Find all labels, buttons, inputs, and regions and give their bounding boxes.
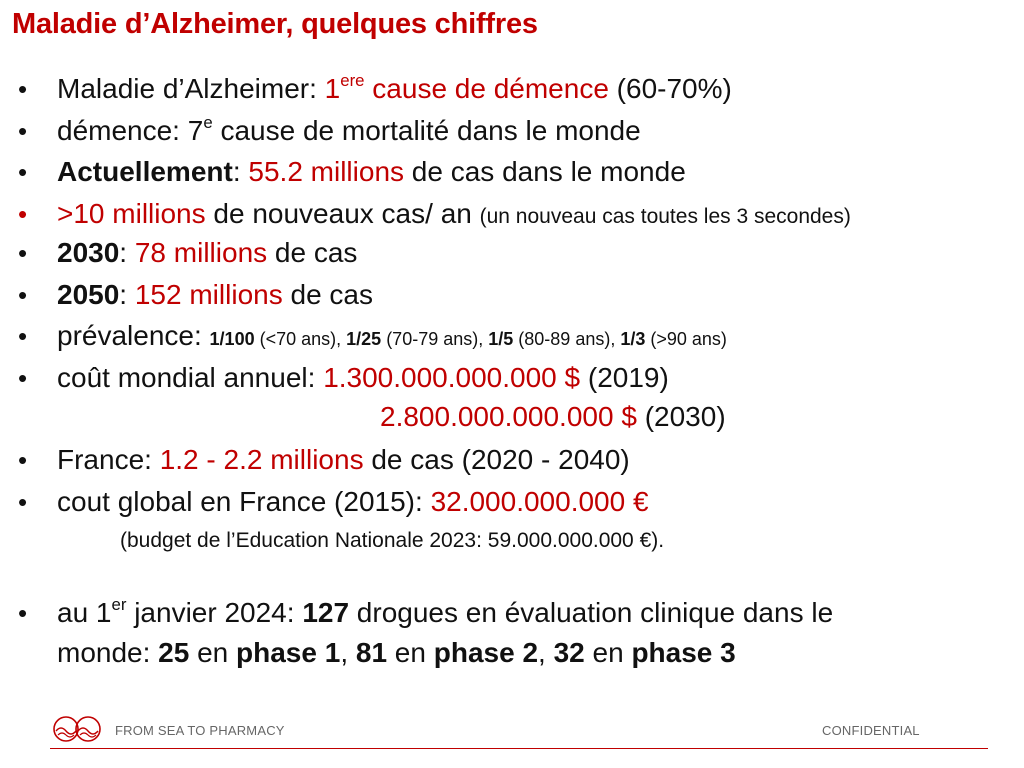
page-title: Maladie d’Alzheimer, quelques chiffres [12,8,538,40]
text: en [584,637,632,668]
text: phase 3 [631,637,736,668]
text: cause de démence [364,73,609,104]
bullet-alzheimer-cause [57,72,732,106]
text: France: [57,444,160,475]
text: 2030 [57,237,120,268]
text: phase 1 [236,637,341,668]
text: 1/100 [209,329,255,349]
text: (un nouveau cas toutes les 3 secondes) [479,205,851,228]
bullet-marker: • [18,321,28,351]
text: 1/5 [488,329,514,349]
text: (<70 ans), [254,329,347,349]
text: 1/25 [346,329,382,349]
bullet-marker: • [18,74,28,104]
bullet-marker: • [18,157,28,187]
text: (budget de l’Education Nationale 2023: 59.000.000.000 €). [120,529,665,552]
superscript: er [111,594,127,614]
text: drogues en évaluation clinique dans le [349,597,834,628]
text: 2050 [57,279,120,310]
text: janvier 2024: [126,597,303,628]
text: (>90 ans) [645,329,727,349]
text: 81 [355,637,388,668]
text: (60-70%) [608,73,732,104]
footer-divider [50,748,988,749]
text: 1.300.000.000.000 $ [323,362,581,393]
text: , [538,637,554,668]
text: (70-79 ans), [381,329,489,349]
text: en [189,637,237,668]
text: 2.800.000.000.000 $ [380,401,637,432]
text: (2030) [636,401,726,432]
superscript: ere [340,70,365,90]
text: 1.2 - 2.2 millions [159,444,364,475]
text: au 1 [57,597,112,628]
text: 152 millions [134,279,283,310]
text: cout global en France (2015): [57,486,431,517]
text: monde: [57,637,159,668]
bullet-marker: • [18,280,28,310]
text: coût mondial annuel: [57,362,324,393]
text: 32 [553,637,585,668]
bullet-marker: • [18,116,28,146]
text: 1 [324,73,341,104]
bullet-clinical-trials [57,596,833,630]
text: de cas dans le monde [404,156,686,187]
bullet-marker: • [18,487,28,517]
bullet-marker: • [18,199,28,229]
text: de cas [267,237,358,268]
text: : [119,237,135,268]
text: 55.2 millions [248,156,405,187]
bullet-prevalence [57,319,727,356]
footer-tagline: FROM SEA TO PHARMACY [115,723,285,738]
bullet-france-cases [57,443,630,477]
bullet-clinical-trials-cont [57,636,736,670]
text: de cas (2020 - 2040) [363,444,630,475]
waves-logo-icon [52,714,106,744]
bullet-marker: • [18,598,28,628]
text: : [232,156,249,187]
bullet-global-cost [57,361,669,395]
text: 25 [158,637,190,668]
bullet-marker: • [18,363,28,393]
bullet-france-cost-note [120,528,664,554]
bullet-current-cases [57,155,686,189]
text: 127 [302,597,350,628]
text: phase 2 [433,637,539,668]
text: de nouveaux cas/ an [205,198,480,229]
footer-confidential-label: CONFIDENTIAL [822,723,920,738]
text: 1/3 [620,329,646,349]
bullet-dementia-mortality [57,114,641,148]
text: en [387,637,434,668]
bullet-2050 [57,278,373,312]
text: (80-89 ans), [513,329,621,349]
text: prévalence: [57,320,210,351]
superscript: e [203,112,213,132]
text: : [119,279,135,310]
text: >10 millions [57,198,206,229]
bullet-france-cost [57,485,649,519]
text: , [340,637,356,668]
bullet-marker: • [18,445,28,475]
bullet-2030 [57,236,357,270]
text: démence: 7 [57,115,204,146]
bullet-marker: • [18,238,28,268]
text: 78 millions [134,237,268,268]
bullet-global-cost-2030 [380,400,726,434]
text: de cas [282,279,373,310]
text: Maladie d’Alzheimer: [57,73,325,104]
text: (2019) [580,362,669,393]
text: Actuellement [57,156,233,187]
text: 32.000.000.000 € [430,486,649,517]
text: cause de mortalité dans le monde [212,115,641,146]
bullet-new-cases [57,197,851,234]
